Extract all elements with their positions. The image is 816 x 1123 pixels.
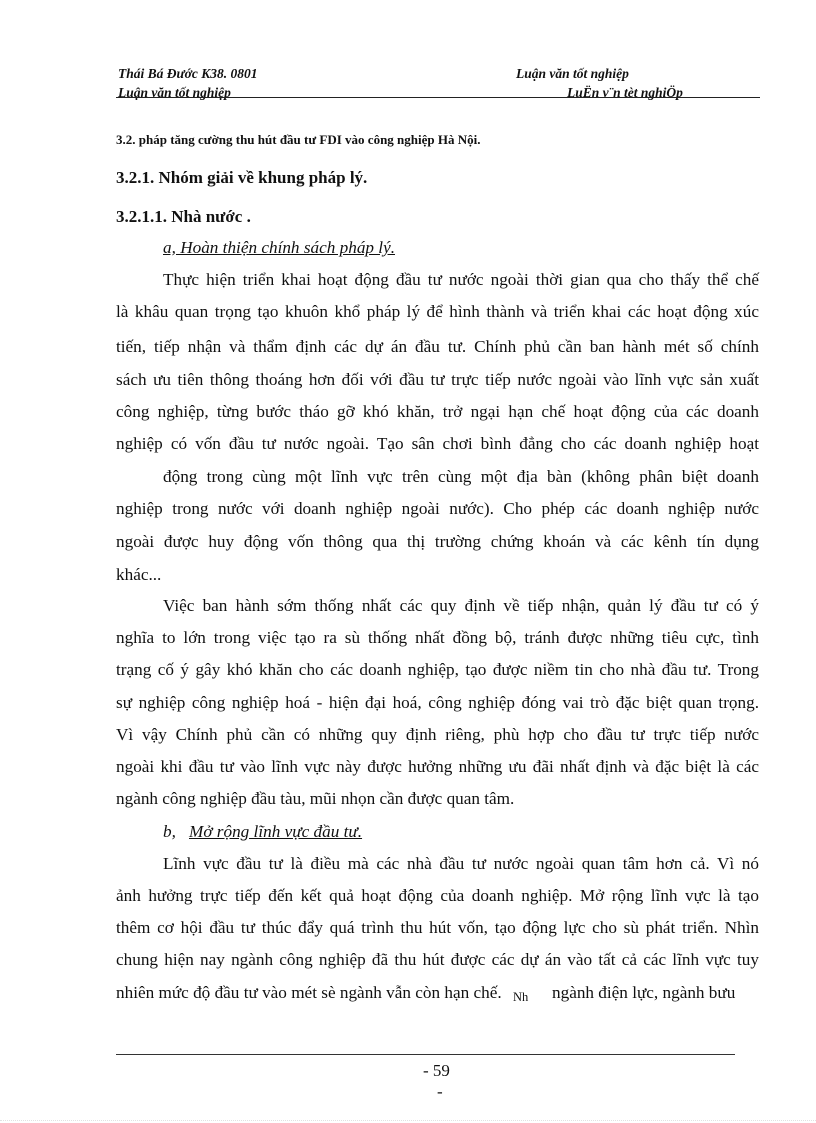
paragraph-line: trạng cố ý gây khó khăn cho các doanh nghiệp, tạo được niềm tin cho nhà đầu tư. Trong bbox=[116, 660, 759, 679]
paragraph-line: tiến, tiếp nhận và thẩm định các dự án đầu tư. Chính phủ cần ban hành mét số chính bbox=[116, 337, 759, 356]
page-number: - 59 bbox=[423, 1061, 450, 1080]
paragraph-line: ngoài khi đầu tư vào lĩnh vực này được hưởng những ưu đãi nhất định và đặc biệt là các bbox=[116, 757, 759, 776]
subheading-b-prefix: b, bbox=[163, 822, 176, 841]
paragraph-line: chung hiện nay ngành công nghiệp đã thu hút được các dự án vào tất cả các lĩnh vực tuy bbox=[116, 950, 759, 969]
subheading-b: Mở rộng lĩnh vực đầu tư. bbox=[189, 822, 363, 841]
paragraph-line: Vì vậy Chính phủ cần có những quy định riêng, phù hợp cho đầu tư trực tiếp nước bbox=[116, 725, 759, 744]
section-heading-3-2-1-1: 3.2.1.1. Nhà nước . bbox=[116, 207, 251, 226]
paragraph-line: ngành công nghiệp đầu tàu, mũi nhọn cần được quan tâm. bbox=[116, 789, 515, 808]
paragraph-line: công nghiệp, từng bước tháo gỡ khó khăn, trở ngại hạn chế hoạt động của các doanh bbox=[116, 402, 759, 421]
paragraph-line: khác... bbox=[116, 565, 162, 584]
paragraph-line-tail: ngành điện lực, ngành bưu bbox=[552, 983, 736, 1002]
paragraph-line: Việc ban hành sớm thống nhất các quy định về tiếp nhận, quản lý đầu tư có ý bbox=[163, 596, 759, 615]
paragraph-line: ngoài được huy động vốn thông qua thị trường chứng khoán và các kênh tín dụng bbox=[116, 532, 759, 551]
paragraph-line: động trong cùng một lĩnh vực trên cùng một địa bàn (không phân biệt doanh bbox=[163, 467, 759, 486]
page-number-dash: - bbox=[437, 1082, 443, 1101]
paragraph-line: nghĩa to lớn trong việc tạo ra sù thống nhất đồng bộ, tránh được những tiêu cực, tình bbox=[116, 628, 759, 647]
paragraph-line: sách ưu tiên thông thoáng hơn đối với đầu tư trực tiếp nước ngoài vào lĩnh vực sản xuất bbox=[116, 370, 759, 389]
header-rule bbox=[116, 97, 760, 98]
paragraph-line: nhiên mức độ đầu tư vào mét sè ngành vẫn còn hạn chế. bbox=[116, 983, 502, 1002]
section-heading-3-2: 3.2. pháp tăng cường thu hút đầu tư FDI vào công nghiệp Hà Nội. bbox=[116, 132, 481, 147]
paragraph-line: sự nghiệp công nghiệp hoá - hiện đại hoá, công nghiệp đóng vai trò đặc biệt quan trọng. bbox=[116, 693, 759, 712]
header-author: Thái Bá Đước K38. 0801 bbox=[118, 66, 258, 81]
paragraph-line: thêm cơ hội đầu tư thúc đẩy quá trình thu hút vốn, tạo động lực cho sù phát triển. Nhìn bbox=[116, 918, 759, 937]
paragraph-line: là khâu quan trọng tạo khuôn khổ pháp lý để hình thành và triển khai các hoạt động xúc bbox=[116, 302, 759, 321]
section-heading-3-2-1: 3.2.1. Nhóm giải về khung pháp lý. bbox=[116, 168, 368, 187]
footer-rule bbox=[116, 1054, 735, 1055]
paragraph-fragment-nh: Nh bbox=[513, 990, 529, 1004]
header-right-sub: LuËn v¨n tèt nghiÖp bbox=[567, 85, 683, 100]
header-left-sub: Luận văn tốt nghiệp bbox=[118, 85, 231, 100]
paragraph-line: Thực hiện triển khai hoạt động đầu tư nước ngoài thời gian qua cho thấy thể chế bbox=[163, 270, 759, 289]
page-bottom-divider bbox=[0, 1120, 816, 1121]
paragraph-line: nghiệp trong nước với doanh nghiệp ngoài nước). Cho phép các doanh nghiệp nước bbox=[116, 499, 759, 518]
paragraph-line: ảnh hưởng trực tiếp đến kết quả hoạt động của doanh nghiệp. Mở rộng lĩnh vực là tạo bbox=[116, 886, 759, 905]
subheading-a: a, Hoàn thiện chính sách pháp lý. bbox=[163, 238, 395, 257]
paragraph-line: Lĩnh vực đầu tư là điều mà các nhà đầu tư nước ngoài quan tâm hơn cả. Vì nó bbox=[163, 854, 759, 873]
paragraph-line: nghiệp có vốn đầu tư nước ngoài. Tạo sân chơi bình đẳng cho các doanh nghiệp hoạt bbox=[116, 434, 759, 453]
header-title-right: Luận văn tốt nghiệp bbox=[516, 66, 629, 81]
